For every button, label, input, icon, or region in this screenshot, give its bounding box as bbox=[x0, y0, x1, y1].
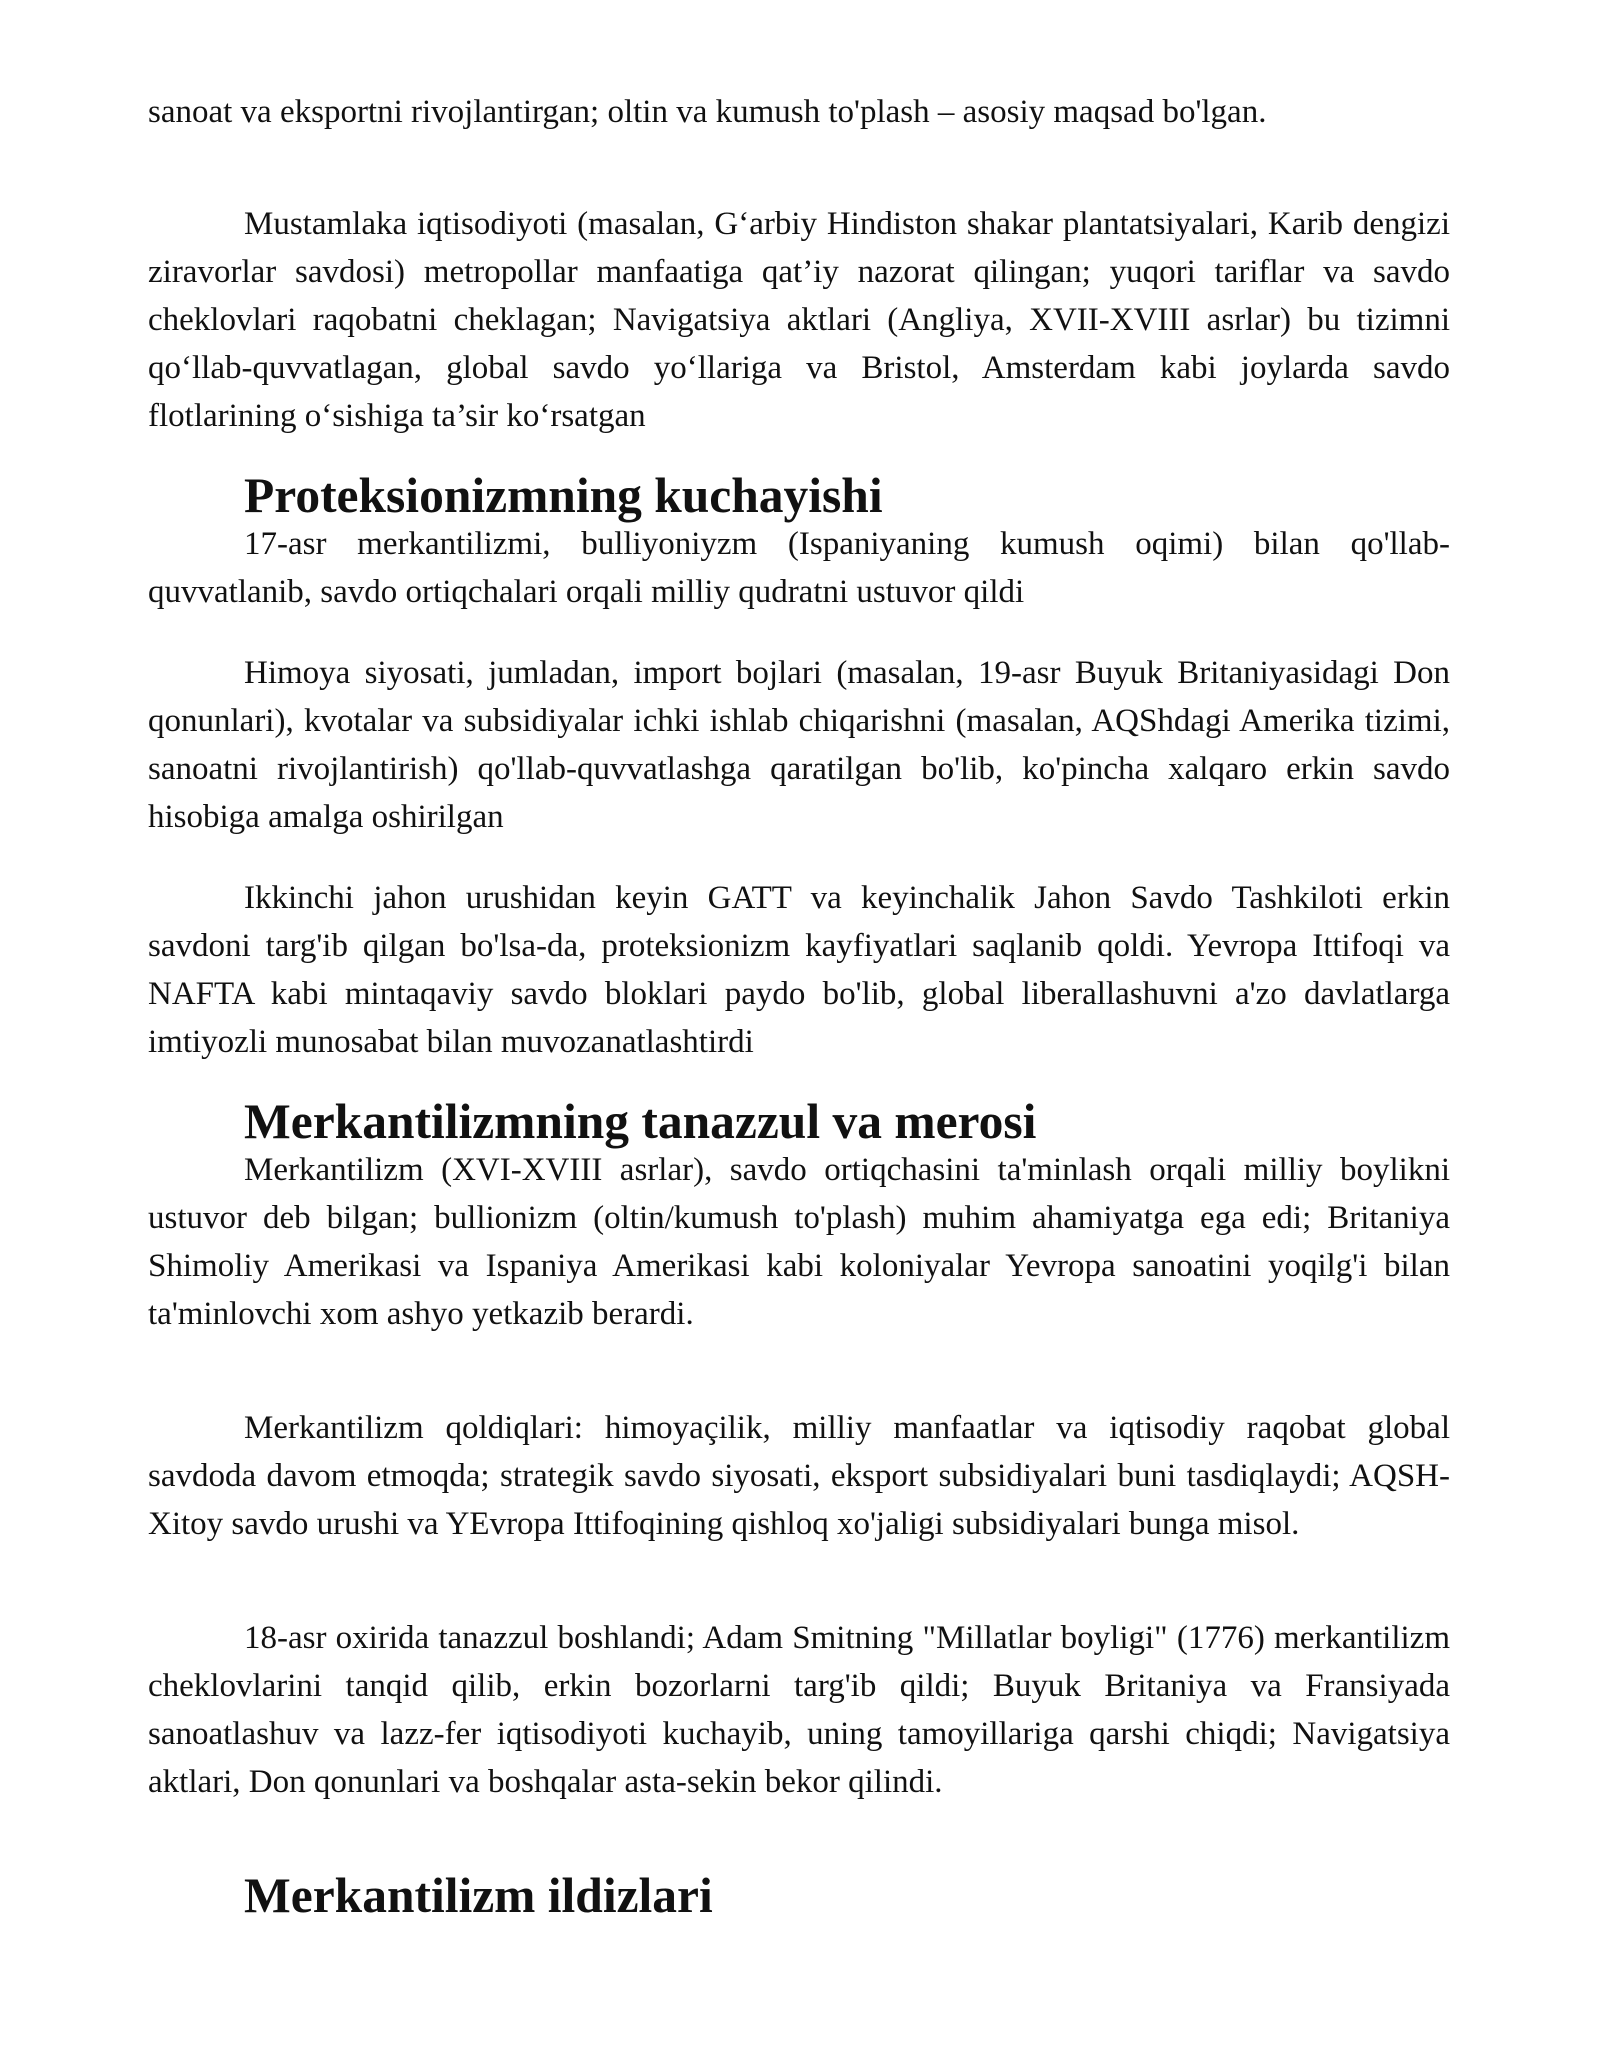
heading-decline-and-legacy: Merkantilizmning tanazzul va merosi bbox=[244, 1094, 1037, 1149]
heading-protectionism: Proteksionizmning kuchayishi bbox=[244, 468, 883, 523]
paragraph-post-war-trade: Ikkinchi jahon urushidan keyin GATT va keyinchalik Jahon Savdo Tashkiloti erkin savdoni targ'ib qilgan bo'lsa-da, proteksionizm kayfiyatlari saqlanib qoldi. Yevropa Ittifoqi va NAFTA kabi mintaqaviy savdo bloklari paydo bo'lib, global liberallashuvni a'zo davlatlarga imtiyozli munosabat bilan muvozanatlashtirdi bbox=[148, 880, 1450, 1060]
paragraph-17th-century-mercantilism: 17-asr merkantilizmi, bulliyoniyzm (Ispaniyaning kumush oqimi) bilan qo'llab-quvvatlanib, savdo ortiqchalari orqali milliy qudratni ustuvor qildi bbox=[148, 526, 1450, 610]
document-page bbox=[148, 88, 1450, 1923]
paragraph-decline: 18-asr oxirida tanazzul boshlandi; Adam Smitning "Millatlar boyligi" (1776) merkantilizm cheklovlarini tanqid qilib, erkin bozorlarni targ'ib qildi; Buyuk Britaniya va Fransiyada sanoatlashuv va lazz-fer iqtisodiyoti kuchayib, uning tamoyillariga qarshi chiqdi; Navigatsiya aktlari, Don qonunlari va boshqalar asta-sekin bekor qilindi. bbox=[148, 1620, 1450, 1800]
paragraph-protective-policy: Himoya siyosati, jumladan, import bojlari (masalan, 19-asr Buyuk Britaniyasidagi Don qonunlari), kvotalar va subsidiyalar ichki ishlab chiqarishni (masalan, AQShdagi Amerika tizimi, sanoatni rivojlantirish) qo'llab-quvvatlashga qaratilgan bo'lib, ko'pincha xalqaro erkin savdo hisobiga amalga oshirilgan bbox=[148, 655, 1450, 835]
paragraph-colonial-economy: Mustamlaka iqtisodiyoti (masalan, G‘arbiy Hindiston shakar plantatsiyalari, Karib dengizi ziravorlar savdosi) metropollar manfaatiga qat’iy nazorat qilingan; yuqori tariflar va savdo cheklovlari raqobatni cheklagan; Navigatsiya aktlari (Angliya, XVII-XVIII asrlar) bu tizimni qo‘llab-quvvatlagan, global savdo yo‘llariga va Bristol, Amsterdam kabi joylarda savdo flotlarining o‘sishiga ta’sir ko‘rsatgan bbox=[148, 206, 1450, 434]
paragraph-export-bullion: sanoat va eksportni rivojlantirgan; oltin va kumush to'plash – asosiy maqsad bo'lgan. bbox=[148, 94, 1267, 130]
heading-roots-of-mercantilism: Merkantilizm ildizlari bbox=[244, 1868, 713, 1923]
paragraph-mercantilism-definition: Merkantilizm (XVI-XVIII asrlar), savdo ortiqchasini ta'minlash orqali milliy boylikni ustuvor deb bilgan; bullionizm (oltin/kumush to'plash) muhim ahamiyatga ega edi; Britaniya Shimoliy Amerikasi va Ispaniya Amerikasi kabi koloniyalar Yevropa sanoatini yoqilg'i bilan ta'minlovchi xom ashyo yetkazib berardi. bbox=[148, 1152, 1450, 1332]
paragraph-mercantilism-remnants: Merkantilizm qoldiqlari: himoyaçilik, milliy manfaatlar va iqtisodiy raqobat global savdoda davom etmoqda; strategik savdo siyosati, eksport subsidiyalari buni tasdiqlaydi; AQSH-Xitoy savdo urushi va YEvropa Ittifoqining qishloq xo'jaligi subsidiyalari bunga misol. bbox=[148, 1410, 1450, 1542]
